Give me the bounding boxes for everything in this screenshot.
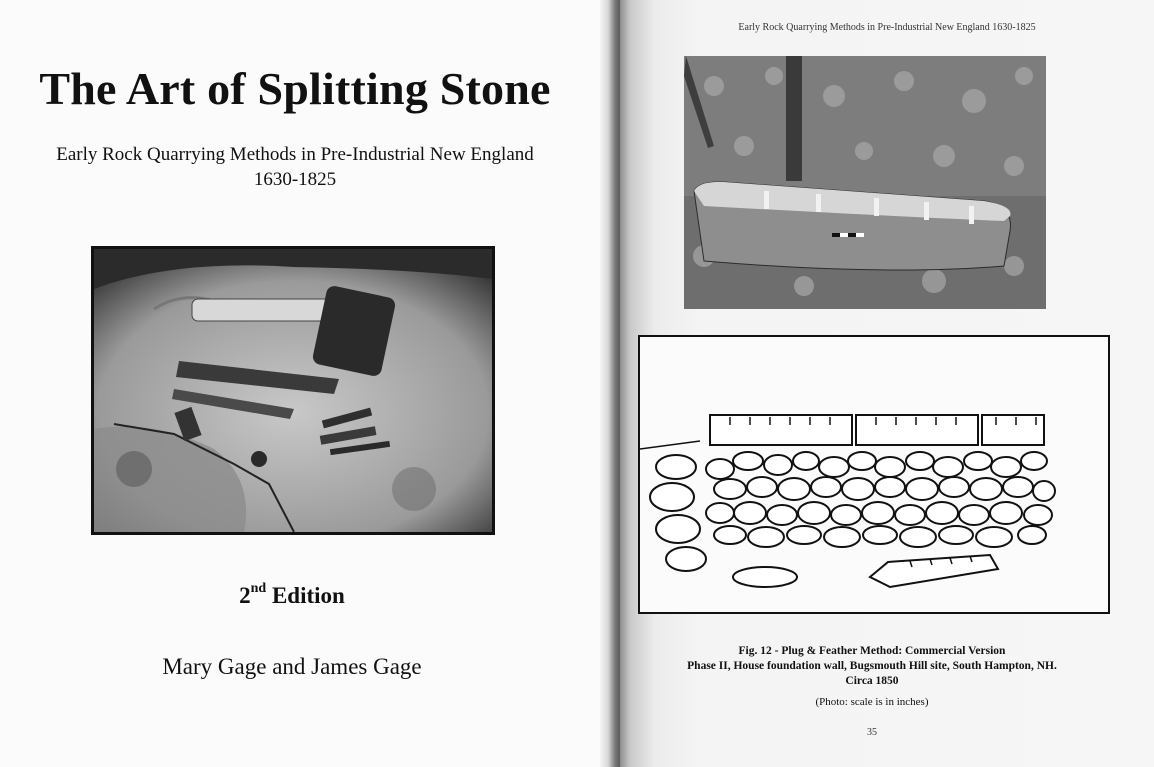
book-subtitle (0, 142, 590, 192)
site-photo-split-stone (684, 56, 1046, 309)
running-header: Early Rock Quarrying Methods in Pre-Industrial New England 1630-1825 (738, 22, 1036, 33)
foundation-wall-drawing (640, 337, 1108, 612)
subtitle-years: 1630-1825 (253, 169, 337, 190)
caption-line-1: Fig. 12 - Plug & Feather Method: Commercial Version (738, 645, 1006, 657)
edition-word: Edition (271, 583, 345, 608)
cover-photo-tools-on-rock (91, 246, 495, 535)
edition-suffix: nd (250, 581, 267, 597)
authors: Mary Gage and James Gage (162, 654, 422, 679)
edition-label (0, 583, 584, 609)
figure-box-foundation-wall (638, 335, 1110, 614)
book-gutter (600, 0, 620, 767)
figure-caption (620, 644, 1124, 689)
page-number: 35 (867, 727, 877, 738)
book-title: The Art of Splitting Stone (39, 63, 551, 114)
split-stone-in-woods-illustration (684, 56, 1046, 309)
edition-number: 2 (239, 583, 251, 608)
tools-on-rock-illustration (94, 249, 492, 532)
caption-line-2: Phase II, House foundation wall, Bugsmouth Hill site, South Hampton, NH. (687, 660, 1057, 672)
photo-note: (Photo: scale is in inches) (815, 696, 929, 708)
caption-line-3: Circa 1850 (845, 675, 899, 687)
subtitle-line-1: Early Rock Quarrying Methods in Pre-Industrial New England (56, 144, 534, 165)
